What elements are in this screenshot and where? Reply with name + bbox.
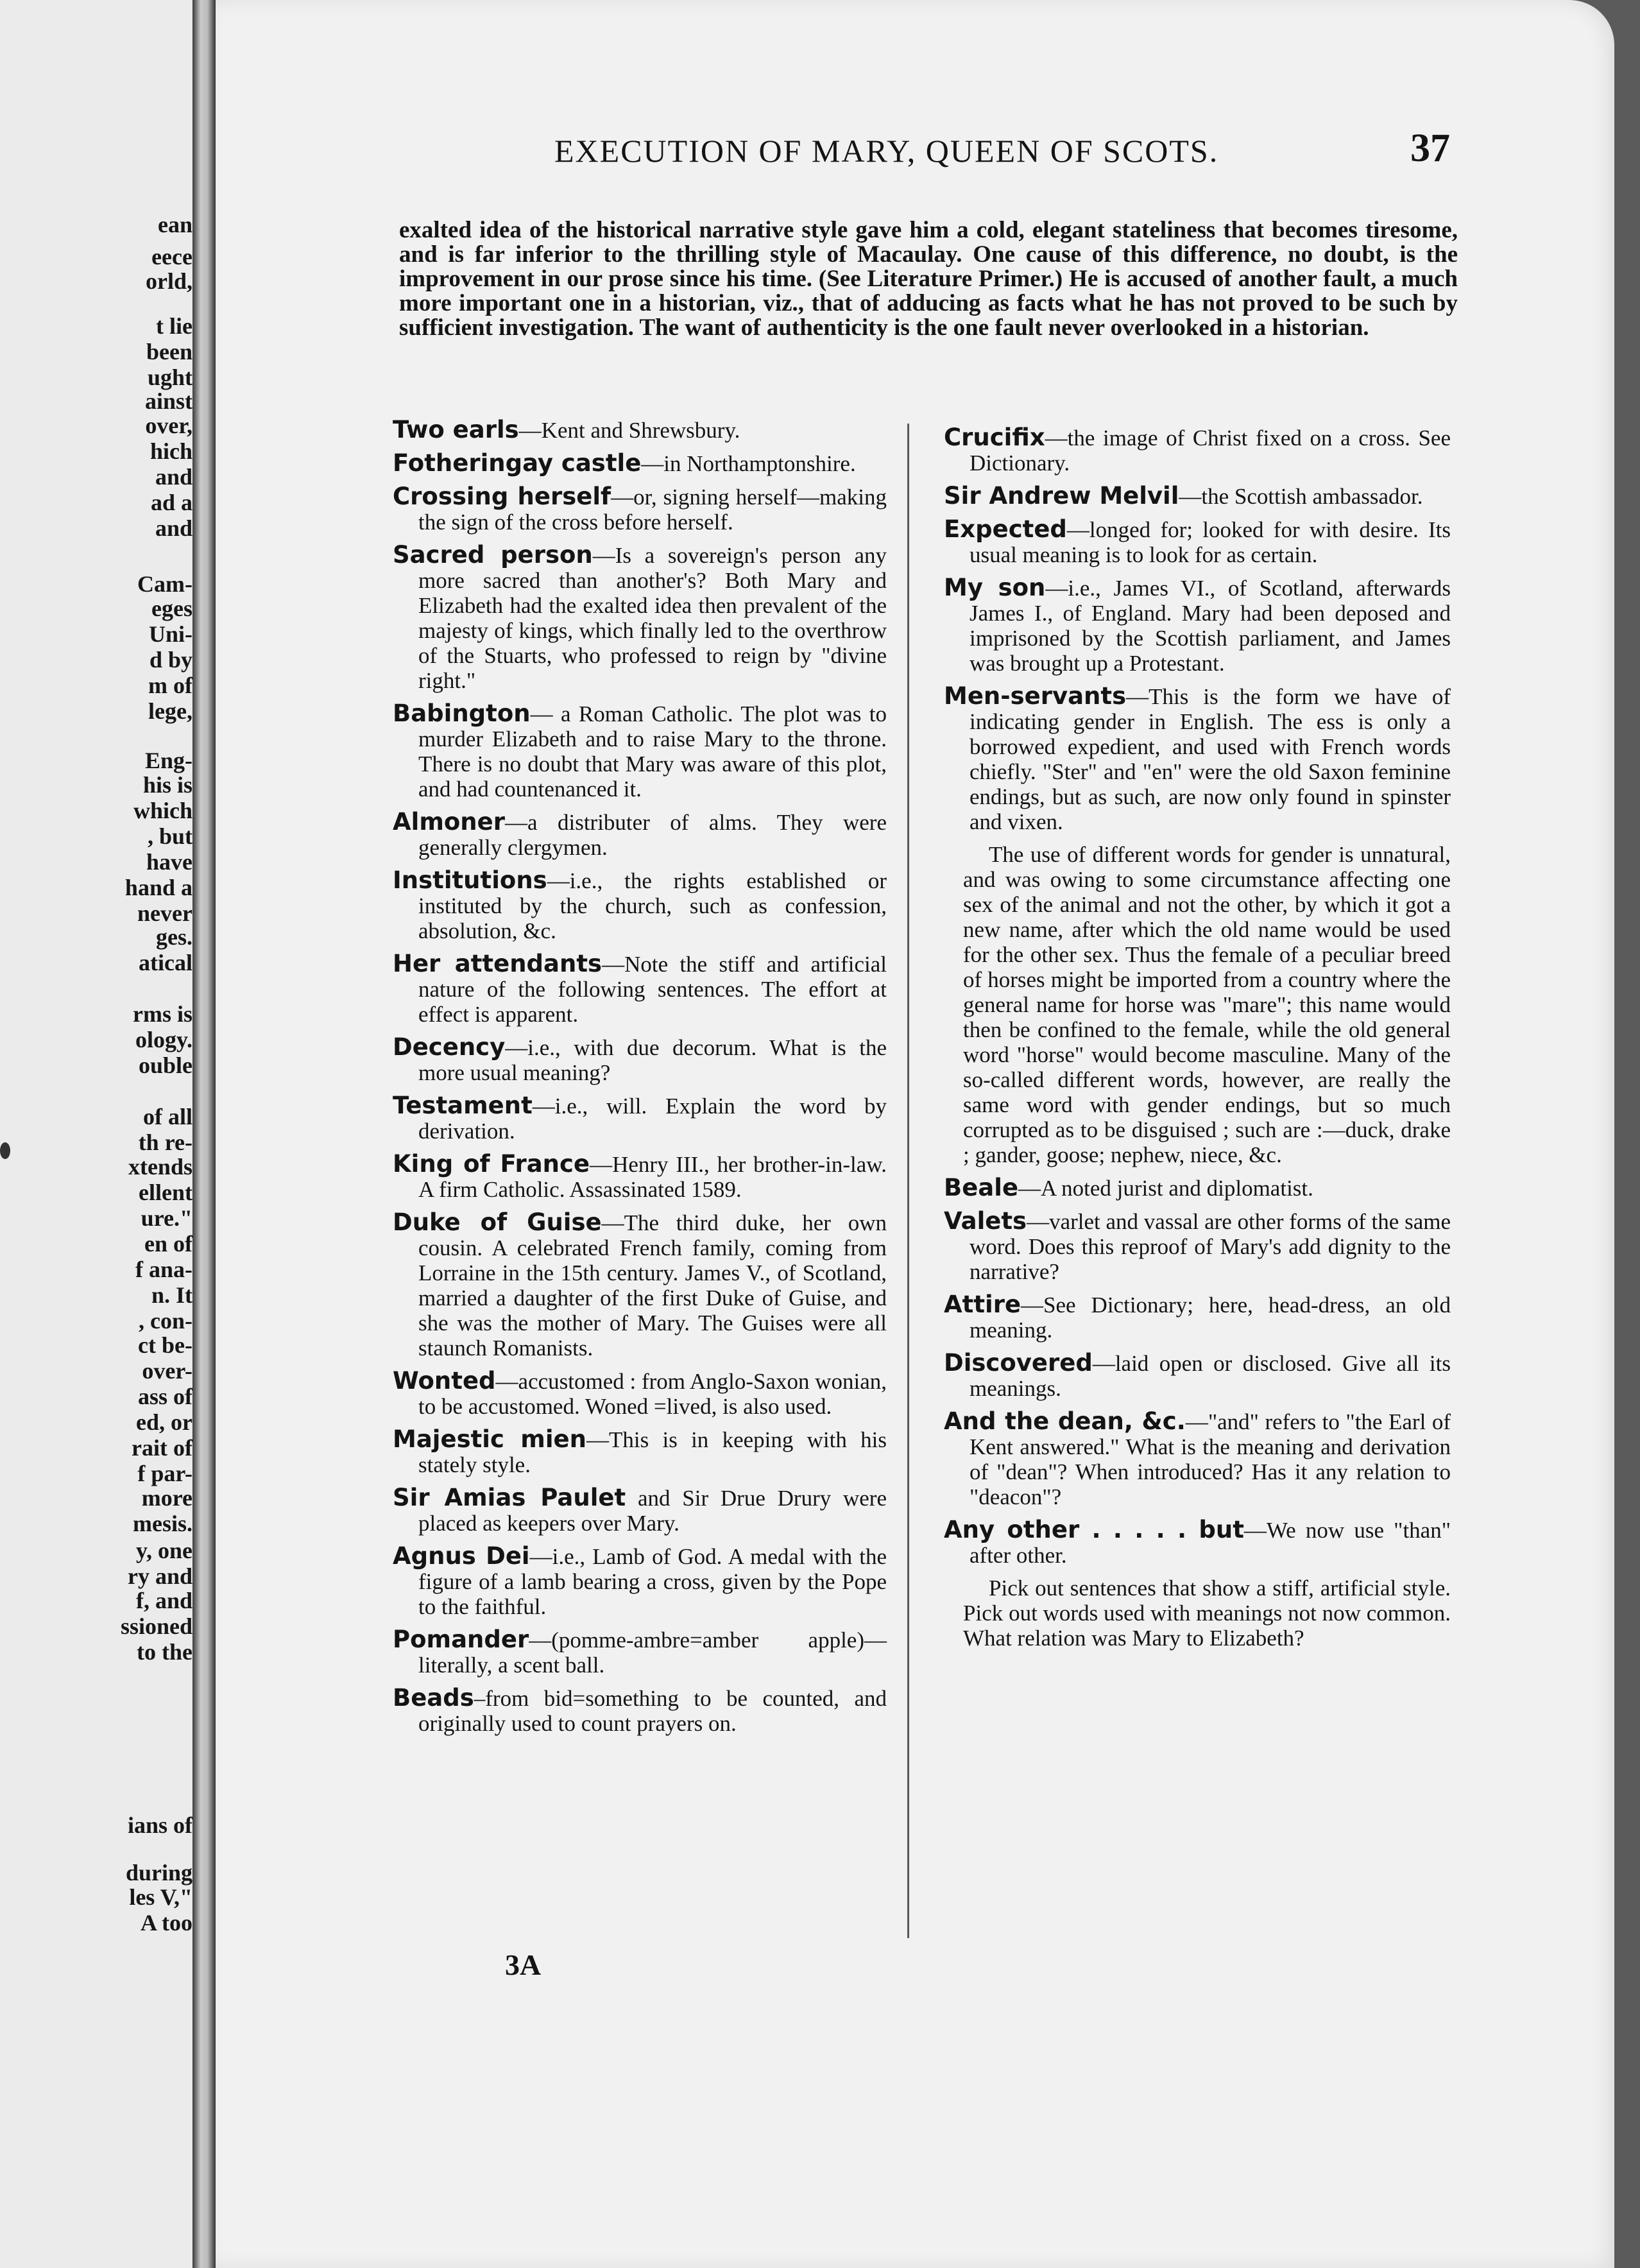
glossary-definition: —Henry III., her brother-in-law. A firm Catholic. Assassinated 1589. <box>418 1152 887 1202</box>
glossary-term: Crossing herself <box>393 483 611 510</box>
glossary-entry <box>393 417 887 443</box>
signature-mark: 3A <box>505 1948 542 1981</box>
left-page-line: ct be- <box>138 1332 192 1358</box>
left-page-line: , con- <box>139 1308 192 1334</box>
glossary-entry <box>944 575 1451 676</box>
glossary-definition: —i.e., will. Explain the word by derivation. <box>418 1094 887 1144</box>
glossary-definition: —i.e., with due decorum. What is the more usual meaning? <box>418 1035 887 1085</box>
glossary-term: Any other . . . . . but <box>944 1516 1244 1543</box>
glossary-entry <box>393 542 887 693</box>
left-page-line: ssioned <box>120 1613 192 1639</box>
left-page-line: hand a <box>124 875 192 900</box>
left-page-line: eges <box>151 596 192 621</box>
left-page-line: d by <box>149 647 192 673</box>
left-page-line: eece <box>151 244 192 270</box>
glossary-definition: and Sir Drue Drury were placed as keepers over Mary. <box>418 1486 887 1536</box>
glossary-entry <box>944 483 1451 509</box>
glossary-entry <box>393 1427 887 1477</box>
left-page-line: t lie <box>156 313 192 339</box>
note-paragraph: The use of different words for gender is unnatural, and was owing to some circumstance affecting one sex of the animal and not the other, by which it got a new name, after which the old name would be used for the other sex. Thus the female of a peculiar breed of horses might be imported from a country where the general name for horse was "mare"; this name would then be confined to the female, while the old general word "horse" would become masculine. Many of the so-called different words, however, are really the same word with gender endings, but so much corrupted as to be disguised ; such are :—duck, drake ; gander, goose; nephew, niece, &c. <box>963 842 1451 1167</box>
left-page-line: hich <box>149 438 192 464</box>
left-page-line: been <box>146 339 192 365</box>
glossary-entry <box>393 451 887 476</box>
left-page-line: during <box>125 1860 192 1886</box>
left-page-line: A too <box>141 1910 192 1936</box>
glossary-entry <box>393 951 887 1027</box>
left-page-line: to the <box>137 1639 192 1665</box>
left-page-line: Uni- <box>148 621 192 647</box>
glossary-definition: —We now use "than" after other. <box>969 1518 1451 1568</box>
glossary-definition: —varlet and vassal are other forms of the same word. Does this reproof of Mary's add dignity to the narrative? <box>969 1209 1451 1284</box>
glossary-entry <box>393 1485 887 1536</box>
glossary-entry <box>944 1292 1451 1343</box>
glossary-term: Valets <box>944 1207 1027 1235</box>
glossary-definition: —i.e., the rights established or instituted by the church, such as confession, absolution, &c. <box>418 868 887 943</box>
glossary-entry <box>393 1685 887 1736</box>
left-page-line: mesis. <box>133 1511 192 1536</box>
glossary-definition: —Note the stiff and artificial nature of the following sentences. The effort at effect is apparent. <box>418 952 887 1027</box>
left-page-line: ouble <box>138 1052 192 1078</box>
glossary-definition: —longed for; looked for with desire. Its usual meaning is to look for as certain. <box>969 517 1451 567</box>
left-page-line: ians of <box>127 1812 192 1838</box>
glossary-term: Agnus Dei <box>393 1542 530 1570</box>
left-page-line: ad a <box>150 490 192 515</box>
left-page-line: over, <box>145 413 192 438</box>
glossary-entry <box>393 1543 887 1619</box>
left-page-line: Eng- <box>144 748 192 773</box>
glossary-term: Institutions <box>393 866 547 894</box>
left-page-line: f ana- <box>135 1257 192 1282</box>
left-page-line: never <box>137 900 192 926</box>
glossary-term: And the dean, &c. <box>944 1407 1186 1435</box>
glossary-entry <box>393 1151 887 1202</box>
left-page-line: ellent <box>139 1180 192 1205</box>
glossary-definition: —This is in keeping with his stately style. <box>418 1427 887 1477</box>
glossary-entry <box>944 1208 1451 1284</box>
left-page-line: have <box>146 849 192 875</box>
glossary-term: King of France <box>393 1150 590 1178</box>
intro-paragraph <box>399 218 1458 340</box>
glossary-entry <box>944 1350 1451 1401</box>
glossary-entry <box>944 425 1451 476</box>
glossary-term: Fotheringay castle <box>393 449 642 477</box>
column-rule <box>907 424 909 1938</box>
glossary-entry <box>393 809 887 860</box>
glossary-entry <box>393 1093 887 1144</box>
glossary-term: Discovered <box>944 1349 1093 1377</box>
left-page-line: rait of <box>132 1435 192 1461</box>
glossary-definition: —in Northamptonshire. <box>641 451 856 476</box>
note-paragraph: Pick out sentences that show a stiff, artificial style. Pick out words used with meanings not now common. What relation was Mary to Elizabeth? <box>963 1576 1451 1651</box>
left-page-line: ology. <box>135 1027 192 1052</box>
running-head: EXECUTION OF MARY, QUEEN OF SCOTS. <box>554 133 1219 169</box>
left-page-line: and <box>155 464 192 490</box>
glossary-definition: —a distributer of alms. They were generally clergymen. <box>418 810 887 860</box>
glossary-term: Men-servants <box>944 682 1127 710</box>
glossary-term: Two earls <box>393 416 519 443</box>
glossary-definition: —Kent and Shrewsbury. <box>518 418 740 443</box>
left-page-line: en of <box>144 1231 192 1257</box>
left-page-line: of all <box>143 1104 192 1130</box>
glossary-definition: —the Scottish ambassador. <box>1179 484 1423 509</box>
glossary-definition: —laid open or disclosed. Give all its meanings. <box>969 1351 1451 1401</box>
left-page-line: ure." <box>141 1205 192 1231</box>
glossary-term: Majestic mien <box>393 1425 586 1453</box>
left-page-line: ass of <box>137 1384 192 1409</box>
glossary-term: Wonted <box>393 1367 496 1395</box>
glossary-entry <box>944 1517 1451 1568</box>
glossary-entry <box>393 701 887 802</box>
glossary-term: Crucifix <box>944 424 1045 451</box>
glossary-definition: —i.e., Lamb of God. A medal with the figure of a lamb bearing a cross, given by the Pope to the faithful. <box>418 1544 887 1619</box>
glossary-entry <box>944 517 1451 567</box>
glossary-term: Sir Andrew Melvil <box>944 482 1179 510</box>
left-page-line: les V," <box>129 1884 192 1910</box>
glossary-term: Decency <box>393 1033 506 1061</box>
book-gutter <box>192 0 216 2268</box>
glossary-definition: —the image of Christ fixed on a cross. See Dictionary. <box>969 425 1451 476</box>
left-page-line: th re- <box>138 1130 192 1155</box>
glossary-entry <box>393 1035 887 1085</box>
glossary-entry <box>393 1368 887 1419</box>
left-page-line: y, one <box>135 1538 192 1563</box>
glossary-definition: —"and" refers to "the Earl of Kent answered." What is the meaning and derivation of "dean"? When introduced? Has it any relation to "deacon"? <box>969 1409 1451 1509</box>
glossary-term: Testament <box>393 1092 533 1119</box>
glossary-entry <box>944 683 1451 834</box>
glossary-entry <box>393 484 887 535</box>
glossary-definition: —A noted jurist and diplomatist. <box>1018 1176 1313 1201</box>
glossary-term: Sacred person <box>393 541 593 569</box>
glossary-definition: —Is a sovereign's person any more sacred than another's? Both Mary and Elizabeth had the exalted idea then prevalent of the majesty of kings, which finally led to the overthrow of the Stuarts, who professed to reign by "divine right." <box>418 543 887 693</box>
glossary-definition: —accustomed : from Anglo-Saxon wonian, to be accustomed. Woned =lived, is also used. <box>418 1369 887 1419</box>
glossary-term: Beale <box>944 1174 1019 1201</box>
left-page-line: f par- <box>137 1461 192 1486</box>
left-page-line: orld, <box>145 268 192 294</box>
left-page-line: ry and <box>127 1563 192 1589</box>
glossary-entry <box>944 1409 1451 1509</box>
glossary-definition: —i.e., James VI., of Scotland, afterwards James I., of England. Mary had been deposed and imprisoned by the Scottish parliament, and James was brought up a Protestant. <box>969 576 1451 676</box>
glossary-term: Expected <box>944 515 1067 543</box>
left-page-line: ed, or <box>136 1409 192 1435</box>
binding-hole <box>0 1142 10 1159</box>
left-page-line: rms is <box>133 1001 192 1027</box>
left-page-line: xtends <box>128 1154 192 1180</box>
glossary-entry <box>944 1175 1451 1201</box>
left-page-line: atical <box>139 950 192 975</box>
glossary-entry <box>393 1627 887 1678</box>
glossary-term: Sir Amias Paulet <box>393 1484 626 1511</box>
left-page-fragment <box>0 0 192 2268</box>
page-number: 37 <box>1410 126 1450 170</box>
glossary-definition: — a Roman Catholic. The plot was to murder Elizabeth and to raise Mary to the throne. There is no doubt that Mary was aware of this plot, and had countenanced it. <box>418 701 887 802</box>
left-page-line: f, and <box>135 1588 192 1613</box>
glossary-definition: —See Dictionary; here, head-dress, an old meaning. <box>969 1293 1451 1343</box>
glossary-term: Her attendants <box>393 950 602 977</box>
glossary-definition: –from bid=something to be counted, and originally used to count prayers on. <box>418 1686 887 1736</box>
intro-text: exalted idea of the historical narrative style gave him a cold, elegant stateliness that becomes tiresome, and is far inferior to the thrilling style of Macaulay. One cause of this difference, no doubt, is the improvement in our prose since his time. (See Literature Primer.) He is accused of another fault, a much more important one in a historian, viz., that of adducing as facts what he has not proved to be such by sufficient investigation. The want of authenticity is the one fault never overlooked in a historian. <box>399 217 1458 341</box>
left-notes-column <box>393 417 887 1744</box>
glossary-term: My son <box>944 574 1046 601</box>
left-page-line: which <box>133 798 192 823</box>
left-page-line: ught <box>147 365 192 390</box>
glossary-entry <box>393 868 887 943</box>
glossary-term: Beads <box>393 1684 474 1712</box>
left-page-line: more <box>141 1485 192 1511</box>
glossary-entry <box>393 1210 887 1361</box>
left-page-line: ean <box>158 212 192 237</box>
glossary-term: Attire <box>944 1291 1021 1318</box>
left-page-line: , but <box>147 823 192 849</box>
glossary-definition: —or, signing herself—making the sign of the cross before herself. <box>418 485 887 535</box>
glossary-term: Babington <box>393 700 531 727</box>
glossary-definition: —The third duke, her own cousin. A celebrated French family, coming from Lorraine in the 15th century. James V., of Scotland, married a daughter of the first Duke of Guise, and she was the mother of Mary. The Guises were all staunch Romanists. <box>418 1210 887 1361</box>
left-page-line: m of <box>148 673 192 698</box>
left-page-line: lege, <box>148 698 192 724</box>
glossary-term: Pomander <box>393 1626 529 1653</box>
glossary-definition: —This is the form we have of indicating gender in English. The ess is only a borrowed expedient, and used with French words chiefly. "Ster" and "en" were the old Saxon feminine endings, but as such, are now only found in spinster and vixen. <box>969 684 1451 834</box>
left-page-line: ainst <box>144 388 192 414</box>
book-page <box>216 0 1614 2268</box>
glossary-term: Duke of Guise <box>393 1208 602 1236</box>
left-page-line: and <box>155 515 192 541</box>
right-notes-column <box>944 425 1451 1658</box>
glossary-term: Almoner <box>393 808 505 836</box>
left-page-line: n. It <box>151 1282 192 1308</box>
left-page-line: Cam- <box>137 571 192 597</box>
left-page-line: ges. <box>156 924 192 950</box>
left-page-line: over- <box>142 1358 192 1384</box>
left-page-line: his is <box>142 772 192 798</box>
glossary-definition: —(pomme-ambre=amber apple)—literally, a scent ball. <box>418 1628 887 1678</box>
